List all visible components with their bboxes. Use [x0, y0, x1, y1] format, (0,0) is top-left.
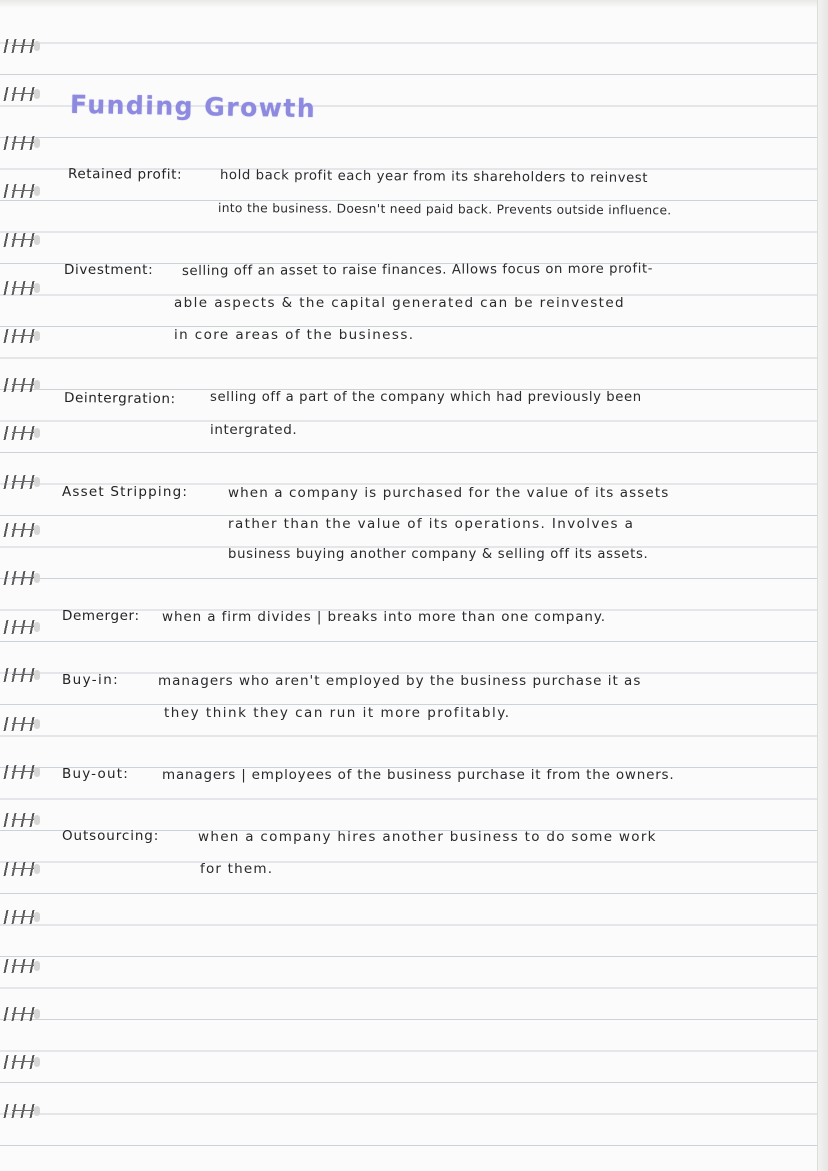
entry-line: when a company hires another business to do some work: [198, 829, 657, 845]
entry-term-deintergration: Deintergration:: [63, 390, 176, 408]
binding-hole: [34, 235, 40, 245]
binding-hole: [34, 1057, 40, 1067]
binding-hole: [34, 89, 40, 99]
entry-line: selling off a part of the company which had previously been: [210, 390, 642, 405]
entry-term-demerger: Demerger:: [62, 608, 140, 624]
binding-hole: [34, 912, 40, 922]
page-title: Funding Growth: [69, 89, 317, 124]
entry-line: when a company is purchased for the value of its assets: [228, 485, 670, 501]
entry-line: intergrated.: [210, 422, 298, 438]
binding-hole: [34, 1106, 40, 1116]
page-top-edge: [0, 0, 828, 8]
spiral-binding: [0, 0, 46, 1171]
binding-hole: [34, 380, 40, 390]
binding-hole: [34, 525, 40, 535]
entry-line: when a firm divides | breaks into more than one company.: [162, 609, 606, 625]
entry-line: managers | employees of the business purchase it from the owners.: [162, 767, 675, 783]
page-right-edge: [817, 0, 828, 1171]
entry-line: they think they can run it more profitably.: [164, 705, 511, 721]
binding-hole: [34, 1009, 40, 1019]
binding-hole: [34, 815, 40, 825]
binding-hole: [34, 331, 40, 341]
binding-hole: [34, 138, 40, 148]
entry-term-buy-in: Buy-in:: [62, 672, 120, 688]
binding-hole: [34, 767, 40, 777]
entry-line: selling off an asset to raise finances. Allows focus on more profit-: [181, 261, 654, 279]
binding-hole: [34, 573, 40, 583]
binding-hole: [34, 622, 40, 632]
binding-hole: [34, 428, 40, 438]
binding-hole: [34, 864, 40, 874]
entry-line: in core areas of the business.: [174, 327, 415, 343]
binding-hole: [34, 961, 40, 971]
binding-hole: [34, 719, 40, 729]
binding-hole: [34, 186, 40, 196]
entry-term-buy-out: Buy-out:: [62, 766, 129, 782]
entry-line: for them.: [200, 861, 274, 877]
entry-line: managers who aren't employed by the business purchase it as: [158, 673, 642, 689]
binding-hole: [34, 477, 40, 487]
entry-line: hold back profit each year from its shareholders to reinvest: [219, 168, 649, 186]
entry-line: business buying another company & selling off its assets.: [228, 547, 649, 562]
entry-line: able aspects & the capital generated can be reinvested: [174, 295, 625, 311]
entry-term-divestment: Divestment:: [64, 262, 154, 278]
binding-hole: [34, 41, 40, 51]
entry-line: rather than the value of its operations. Involves a: [228, 516, 635, 532]
binding-hole: [34, 670, 40, 680]
binding-hole: [34, 283, 40, 293]
entry-line: into the business. Doesn't need paid back. Prevents outside influence.: [217, 201, 672, 218]
entry-term-asset-stripping: Asset Stripping:: [62, 484, 189, 500]
entry-term-outsourcing: Outsourcing:: [62, 828, 160, 844]
entry-term-retained-profit: Retained profit:: [67, 166, 183, 183]
